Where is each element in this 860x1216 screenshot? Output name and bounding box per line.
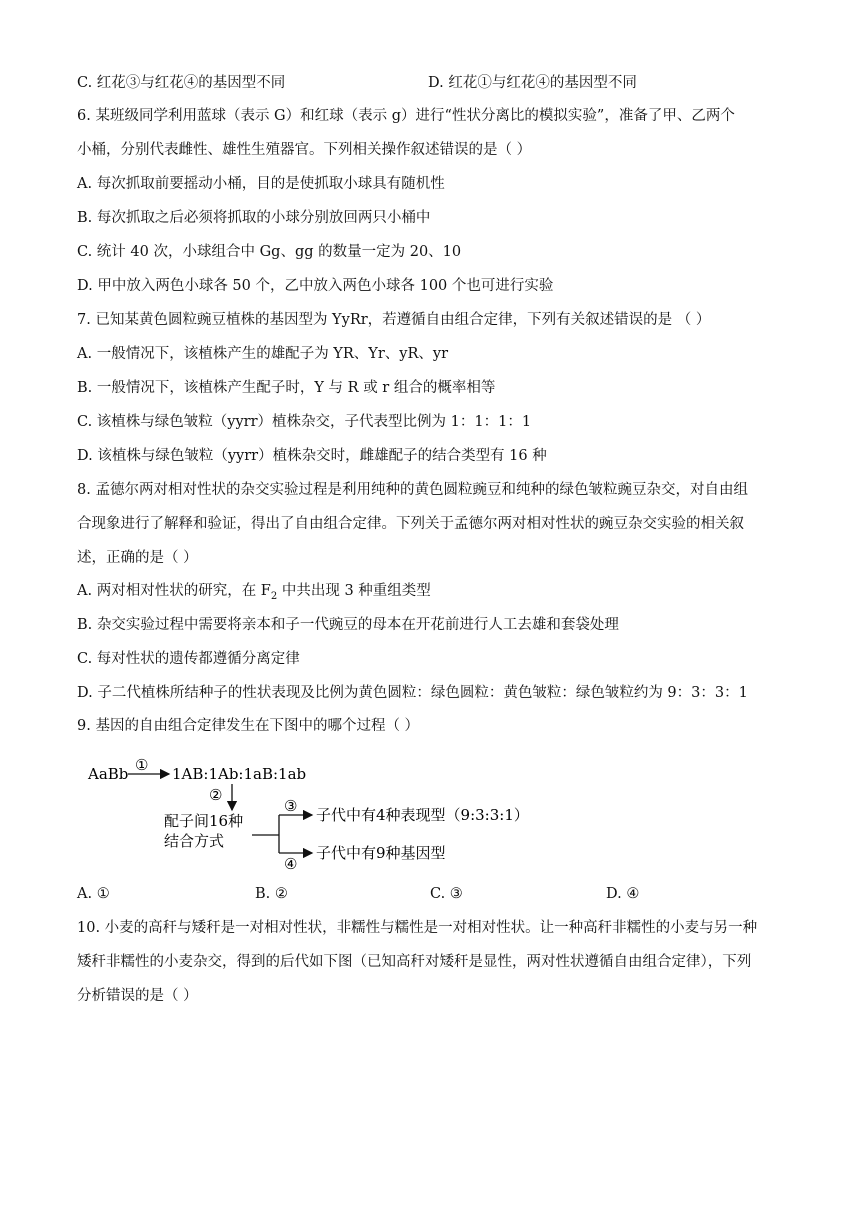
q7-option-b: B. 一般情况下，该植株产生配子时，Y 与 R 或 r 组合的概率相等 <box>77 380 496 396</box>
q9-option-d: D. ④ <box>606 886 640 902</box>
q8-option-a <box>77 581 431 607</box>
q8-option-d: D. 子二代植株所结种子的性状表现及比例为黄色圆粒：绿色圆粒：黄色皱粒：绿色皱粒约为 9：3：3：1 <box>77 685 748 701</box>
q8-stem-line-2: 合现象进行了解释和验证，得出了自由组合定律。下列关于孟德尔两对相对性状的豌豆杂交实验的相关叙 <box>77 516 744 532</box>
q6-stem-line-2: 小桶，分别代表雌性、雄性生殖器官。下列相关操作叙述错误的是（ ） <box>77 142 532 158</box>
diagram-result-4: 子代中有9种基因型 <box>316 844 446 862</box>
q6-stem-line-1: 6. 某班级同学利用蓝球（表示 G）和红球（表示 g）进行“性状分离比的模拟实验”，准备了甲、乙两个 <box>77 108 735 124</box>
q8-stem-line-3: 述，正确的是（ ） <box>77 550 198 566</box>
q8-option-a-subscript: 2 <box>270 590 278 602</box>
q8-option-b: B. 杂交实验过程中需要将亲本和子一代豌豆的母本在开花前进行人工去雄和套袋处理 <box>77 617 619 633</box>
q5-option-c: C. 红花③与红花④的基因型不同 <box>77 75 286 91</box>
q7-stem-line-1: 7. 已知某黄色圆粒豌豆植株的基因型为 YyRr，若遵循自由组合定律，下列有关叙述错误的是 （ ） <box>77 312 711 328</box>
q6-option-a: A. 每次抓取前要摇动小桶，目的是使抓取小球具有随机性 <box>77 176 445 192</box>
diagram-combination-line-1: 配子间16种 <box>164 812 244 830</box>
q10-stem-line-1: 10. 小麦的高秆与矮秆是一对相对性状，非糯性与糯性是一对相对性状。让一种高秆非糯性的小麦与另一种 <box>77 920 758 936</box>
q8-option-a-text-2: 中共出现 3 种重组类型 <box>277 583 431 599</box>
diagram-genotype: AaBb <box>88 765 129 783</box>
q5-option-d: D. 红花①与红花④的基因型不同 <box>428 75 637 91</box>
gene-combination-diagram <box>84 752 584 877</box>
q10-stem-line-3: 分析错误的是（ ） <box>77 988 198 1004</box>
diagram-step-3-label: ③ <box>284 797 298 815</box>
q6-option-b: B. 每次抓取之后必须将抓取的小球分别放回两只小桶中 <box>77 210 431 226</box>
q7-option-c: C. 该植株与绿色皱粒（yyrr）植株杂交，子代表型比例为 1：1：1：1 <box>77 414 532 430</box>
q9-option-a: A. ① <box>77 886 110 902</box>
q8-option-c: C. 每对性状的遗传都遵循分离定律 <box>77 651 300 667</box>
q7-option-a: A. 一般情况下，该植株产生的雄配子为 YR、Yr、yR、yr <box>77 346 449 362</box>
q10-stem-line-2: 矮秆非糯性的小麦杂交，得到的后代如下图（已知高秆对矮秆是显性，两对性状遵循自由组合定律），下列 <box>77 954 752 970</box>
diagram-combination-line-2: 结合方式 <box>164 832 225 850</box>
q9-stem-line-1: 9. 基因的自由组合定律发生在下图中的哪个过程（ ） <box>77 718 420 734</box>
diagram-result-3: 子代中有4种表现型（9:3:3:1） <box>316 806 529 824</box>
q8-stem-line-1: 8. 孟德尔两对相对性状的杂交实验过程是利用纯种的黄色圆粒豌豆和纯种的绿色皱粒豌豆杂交，对自由组 <box>77 482 748 498</box>
q7-option-d: D. 该植株与绿色皱粒（yyrr）植株杂交时，雌雄配子的结合类型有 16 种 <box>77 448 547 464</box>
diagram-step-2-label: ② <box>209 786 223 804</box>
q9-option-c: C. ③ <box>430 886 463 902</box>
q8-option-a-text: A. 两对相对性状的研究，在 F <box>77 583 271 599</box>
q6-option-c: C. 统计 40 次，小球组合中 Gg、gg 的数量一定为 20、10 <box>77 244 462 260</box>
diagram-step-4-label: ④ <box>284 855 298 873</box>
q6-option-d: D. 甲中放入两色小球各 50 个，乙中放入两色小球各 100 个也可进行实验 <box>77 278 554 294</box>
q9-option-b: B. ② <box>255 886 288 902</box>
diagram-step-1-label: ① <box>135 756 149 774</box>
diagram-gametes: 1AB:1Ab:1aB:1ab <box>172 765 307 783</box>
